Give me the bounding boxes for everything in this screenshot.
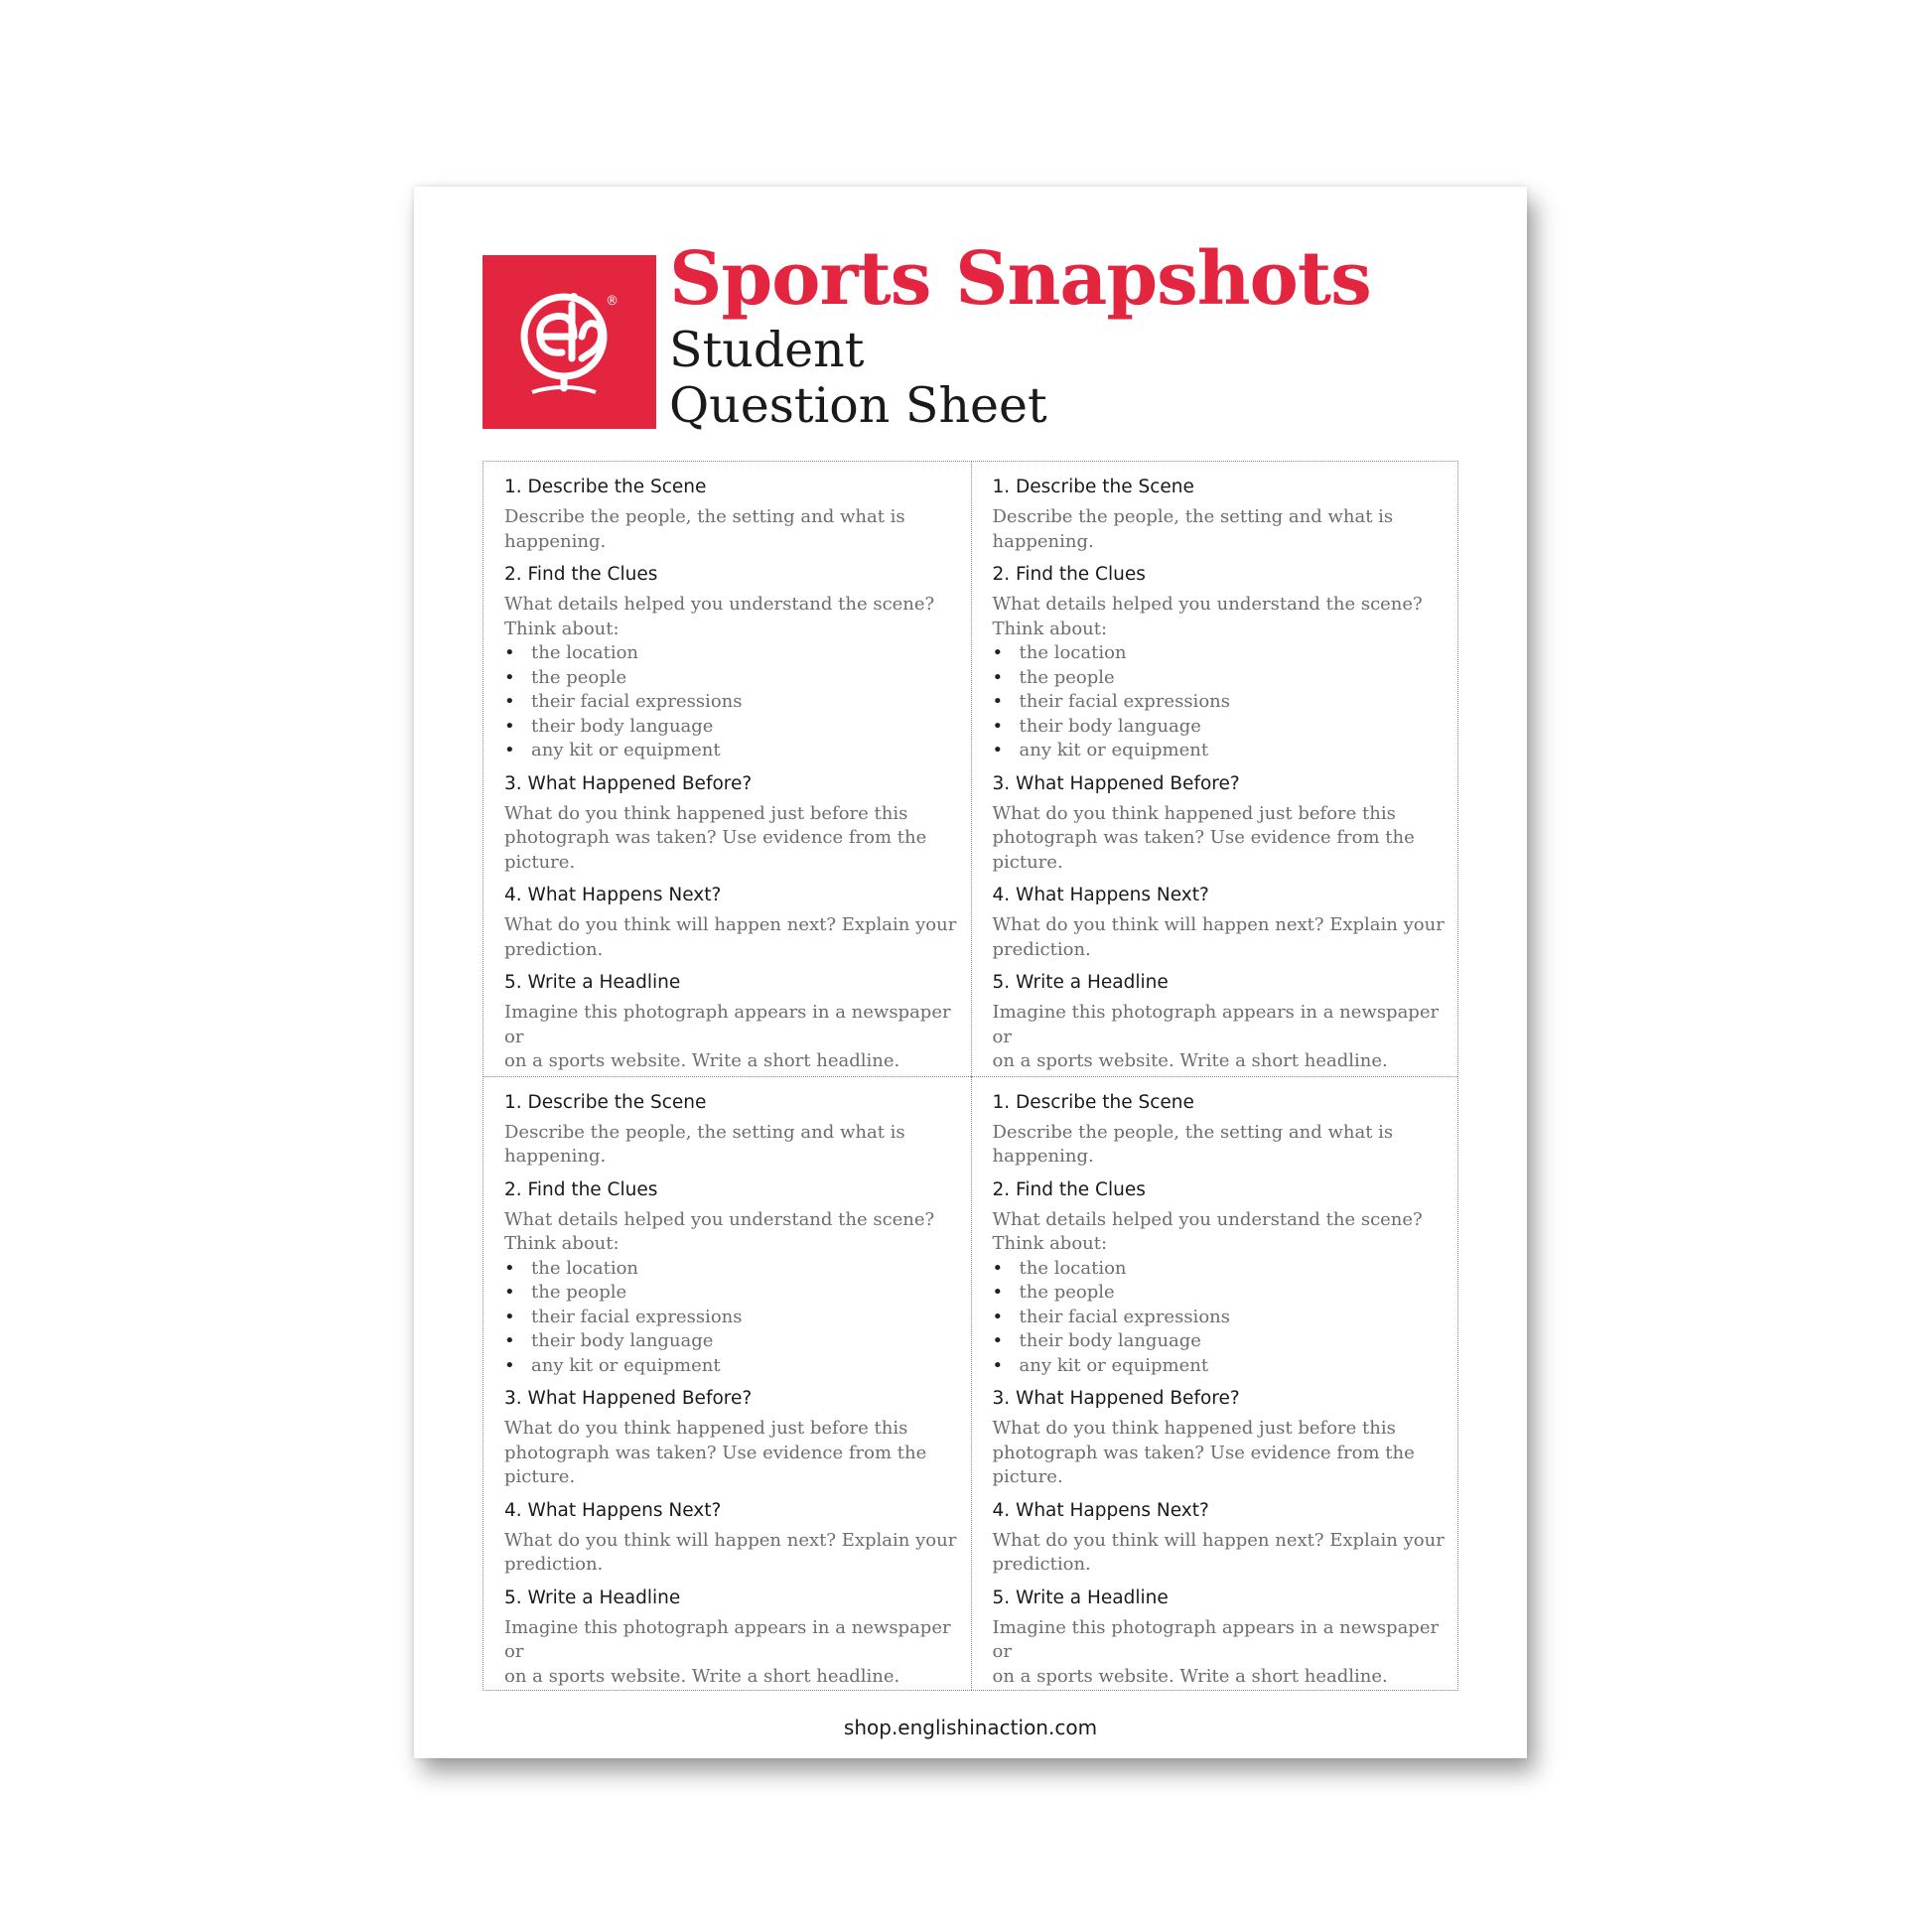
clue-list-item (504, 715, 961, 740)
question-heading: 2. Find the Clues (504, 1178, 658, 1200)
question-heading: 3. What Happened Before? (992, 772, 1240, 794)
bullet-icon: • (504, 715, 515, 737)
clue-text: the people (531, 1282, 627, 1303)
question-text: What details helped you understand the scene? Think about: (504, 1208, 935, 1254)
clue-text: their facial expressions (531, 691, 743, 712)
bullet-icon: • (992, 740, 1004, 760)
bullet-icon: • (504, 1330, 515, 1351)
clue-list-item (993, 666, 1449, 691)
question-card (483, 462, 971, 1076)
clue-list-item (993, 1257, 1449, 1282)
question-text: What do you think happened just before this photograph was taken? Use evidence from the picture. (504, 1418, 927, 1487)
question-heading: 2. Find the Clues (992, 564, 1146, 585)
bullet-icon: • (504, 666, 515, 688)
question-text: What do you think happened just before this photograph was taken? Use evidence from the picture. (992, 802, 1415, 873)
clue-list-item (504, 1354, 961, 1379)
question-heading: 3. What Happened Before? (504, 1388, 753, 1409)
clue-text: the location (1019, 642, 1127, 663)
question-text: Imagine this photograph appears in a newspaper or on a sports website. Write a short headline. (504, 1616, 951, 1687)
bullet-icon: • (504, 740, 515, 760)
bullet-icon: • (992, 1354, 1004, 1376)
question-text: What details helped you understand the scene? Think about: (992, 594, 1423, 639)
question-heading: 3. What Happened Before? (504, 772, 753, 794)
question-text: What do you think happened just before this photograph was taken? Use evidence from the picture. (992, 1418, 1415, 1487)
question-q2 (993, 1178, 1449, 1379)
question-heading: 5. Write a Headline (992, 1587, 1169, 1608)
clue-list-item (504, 1329, 961, 1354)
bullet-icon: • (504, 1354, 515, 1376)
question-q2 (504, 1178, 961, 1379)
question-q3 (504, 772, 961, 876)
clue-text: their facial expressions (1019, 691, 1230, 712)
bullet-icon: • (992, 642, 1004, 663)
question-q5 (993, 971, 1449, 1074)
bullet-icon: • (992, 1282, 1004, 1303)
bullet-icon: • (504, 691, 515, 712)
bullet-icon: • (992, 1330, 1004, 1351)
question-heading: 5. Write a Headline (504, 1587, 681, 1608)
question-q3 (504, 1387, 961, 1490)
clue-list-item (993, 715, 1449, 740)
question-heading: 2. Find the Clues (504, 564, 658, 585)
question-heading: 5. Write a Headline (504, 972, 681, 993)
question-heading: 1. Describe the Scene (504, 1091, 707, 1113)
page-title: Sports Snapshots (669, 236, 1371, 322)
question-q3 (993, 1387, 1449, 1490)
clue-text: their body language (531, 715, 714, 737)
clue-list-item (993, 1281, 1449, 1306)
clue-list-item (504, 641, 961, 666)
clue-list-item (504, 1306, 961, 1330)
clue-list (993, 641, 1449, 763)
question-q1 (504, 1091, 961, 1170)
clue-text: their facial expressions (531, 1306, 743, 1327)
question-q1 (504, 476, 961, 554)
clue-list-item (504, 1257, 961, 1282)
clue-text: any kit or equipment (531, 740, 721, 760)
question-heading: 5. Write a Headline (992, 972, 1169, 993)
question-q3 (993, 772, 1449, 876)
clue-list-item (993, 641, 1449, 666)
question-heading: 3. What Happened Before? (992, 1388, 1240, 1409)
bullet-icon: • (504, 1257, 515, 1279)
question-q5 (504, 971, 961, 1074)
bullet-icon: • (992, 691, 1004, 712)
question-text: What do you think will happen next? Explain your prediction. (992, 914, 1445, 960)
question-q5 (504, 1587, 961, 1690)
bullet-icon: • (504, 1282, 515, 1303)
question-card (971, 1076, 1458, 1691)
clue-list (504, 641, 961, 763)
question-q4 (993, 884, 1449, 962)
question-q4 (504, 884, 961, 962)
clue-list-item (504, 666, 961, 691)
question-q2 (504, 563, 961, 763)
clue-list (504, 1257, 961, 1379)
question-text: Imagine this photograph appears in a newspaper or on a sports website. Write a short headline. (992, 1002, 1440, 1071)
clue-list-item (993, 690, 1449, 715)
worksheet-page (414, 187, 1527, 1758)
question-text: What details helped you understand the scene? Think about: (992, 1208, 1423, 1254)
bullet-icon: • (992, 666, 1004, 688)
clue-text: the location (531, 642, 639, 663)
question-text: Describe the people, the setting and what is happening. (504, 506, 905, 552)
clue-list-item (993, 739, 1449, 763)
globe-logo-icon (483, 255, 656, 429)
question-heading: 1. Describe the Scene (992, 1091, 1194, 1113)
clue-text: the location (1019, 1257, 1127, 1279)
clue-list-item (504, 1281, 961, 1306)
question-q4 (504, 1499, 961, 1578)
clue-text: the location (531, 1257, 639, 1279)
clue-text: the people (531, 666, 627, 688)
brand-logo (483, 255, 656, 429)
question-text: Imagine this photograph appears in a newspaper or on a sports website. Write a short headline. (504, 1002, 951, 1071)
question-card (483, 1076, 971, 1691)
question-q4 (993, 1499, 1449, 1578)
bullet-icon: • (504, 642, 515, 663)
clue-text: any kit or equipment (1019, 740, 1209, 760)
clue-text: the people (1019, 666, 1115, 688)
question-text: Describe the people, the setting and what is happening. (992, 1121, 1394, 1167)
question-text: What do you think happened just before this photograph was taken? Use evidence from the picture. (504, 802, 927, 873)
question-heading: 2. Find the Clues (992, 1178, 1146, 1200)
clue-list-item (993, 1329, 1449, 1354)
footer-url: shop.englishinaction.com (843, 1716, 1098, 1739)
bullet-icon: • (992, 1306, 1004, 1327)
question-text: Imagine this photograph appears in a newspaper or on a sports website. Write a short headline. (992, 1616, 1440, 1687)
question-heading: 1. Describe the Scene (504, 477, 707, 497)
question-text: Describe the people, the setting and what is happening. (504, 1121, 905, 1167)
question-heading: 4. What Happens Next? (504, 1499, 722, 1521)
question-heading: 4. What Happens Next? (992, 885, 1209, 905)
clue-text: any kit or equipment (531, 1354, 721, 1376)
bullet-icon: • (992, 715, 1004, 737)
question-heading: 4. What Happens Next? (992, 1499, 1209, 1521)
subtitle-line-2: Question Sheet (669, 377, 1047, 434)
clue-text: any kit or equipment (1019, 1354, 1209, 1376)
question-card-grid (483, 461, 1458, 1691)
question-text: What do you think will happen next? Explain your prediction. (992, 1529, 1445, 1575)
bullet-icon: • (504, 1306, 515, 1327)
clue-text: their body language (1019, 1330, 1201, 1351)
subtitle-line-1: Student (669, 322, 865, 378)
question-heading: 1. Describe the Scene (992, 477, 1194, 497)
question-text: What do you think will happen next? Explain your prediction. (504, 1529, 957, 1575)
clue-text: their body language (531, 1330, 714, 1351)
question-q1 (993, 476, 1449, 554)
question-heading: 4. What Happens Next? (504, 885, 722, 905)
clue-list-item (993, 1354, 1449, 1379)
question-text: What do you think will happen next? Explain your prediction. (504, 914, 957, 960)
clue-text: their body language (1019, 715, 1201, 737)
question-text: Describe the people, the setting and what is happening. (992, 506, 1394, 552)
bullet-icon: • (992, 1257, 1004, 1279)
question-q2 (993, 563, 1449, 763)
clue-list-item (504, 690, 961, 715)
question-q5 (993, 1587, 1449, 1690)
registered-mark: ® (606, 294, 619, 309)
clue-list-item (993, 1306, 1449, 1330)
clue-text: the people (1019, 1282, 1115, 1303)
question-text: What details helped you understand the scene? Think about: (504, 594, 935, 639)
clue-text: their facial expressions (1019, 1306, 1230, 1327)
clue-list (993, 1257, 1449, 1379)
clue-list-item (504, 739, 961, 763)
question-q1 (993, 1091, 1449, 1170)
question-card (971, 462, 1458, 1076)
